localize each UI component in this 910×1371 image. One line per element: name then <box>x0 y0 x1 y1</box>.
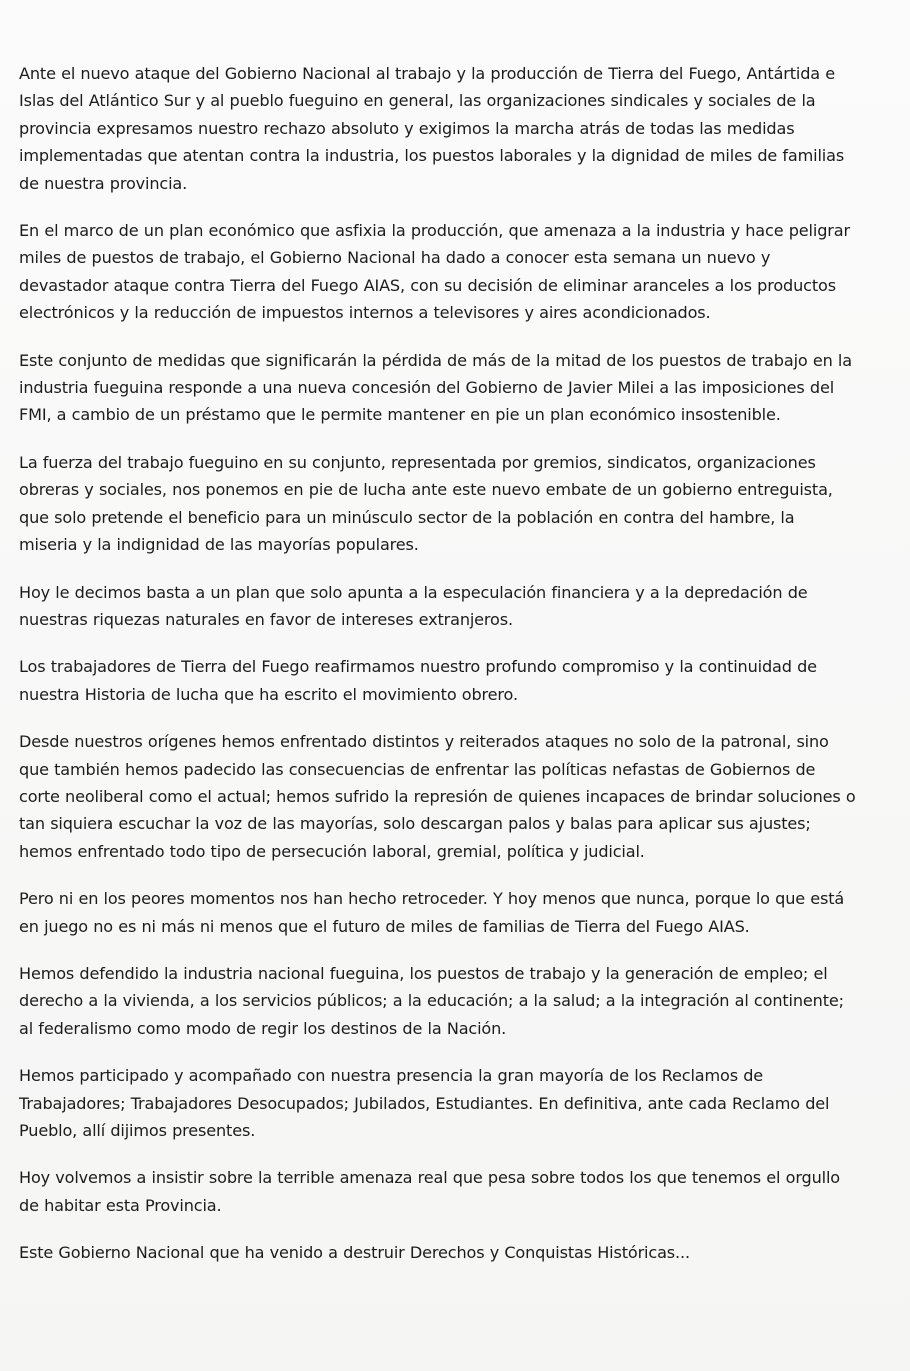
paragraph-8: Pero ni en los peores momentos nos han hecho retroceder. Y hoy menos que nunca, porque lo que está en juego no es ni más ni menos que el futuro de miles de familias de Tierra del Fuego AIAS. <box>19 889 845 936</box>
paragraph-3: Este conjunto de medidas que significarán la pérdida de más de la mitad de los puestos de trabajo en la industria fueguina responde a una nueva concesión del Gobierno de Javier Milei a las imposiciones del FMI, a cambio de un préstamo que le permite mantener en pie un plan económico insostenible. <box>19 350 852 425</box>
paragraph-11: Hoy volvemos a insistir sobre la terrible amenaza real que pesa sobre todos los que tenemos el orgullo de habitar esta Provincia. <box>19 1168 840 1215</box>
paragraph-9: Hemos defendido la industria nacional fueguina, los puestos de trabajo y la generación de empleo; el derecho a la vivienda, a los servicios públicos; a la educación; a la salud; a la integración al continente; al federalismo como modo de regir los destinos de la Nación. <box>19 963 844 1038</box>
paragraph-1: Ante el nuevo ataque del Gobierno Nacional al trabajo y la producción de Tierra del Fuego, Antártida e Islas del Atlántico Sur y al pueblo fueguino en general, las organizaciones sindicales y sociales de la provincia expresamos nuestro rechazo absoluto y exigimos la marcha atrás de todas las medidas implementadas que atentan contra la industria, los puestos laborales y la dignidad de miles de familias de nuestra provincia. <box>19 64 845 193</box>
paragraph-12: Este Gobierno Nacional que ha venido a destruir Derechos y Conquistas Históricas... <box>19 1243 690 1263</box>
paragraph-10: Hemos participado y acompañado con nuestra presencia la gran mayoría de los Reclamos de Trabajadores; Trabajadores Desocupados; Jubilados, Estudiantes. En definitiva, ante cada Reclamo del Pueblo, allí dijimos presentes. <box>19 1066 830 1140</box>
paragraph-4: La fuerza del trabajo fueguino en su conjunto, representada por gremios, sindicatos, organizaciones obreras y sociales, nos ponemos en pie de lucha ante este nuevo embate de un gobierno entreguista, que solo pretende el beneficio para un minúsculo sector de la población en contra del hambre, la miseria y la indignidad de las mayorías populares. <box>19 452 833 555</box>
paragraph-7: Desde nuestros orígenes hemos enfrentado distintos y reiterados ataques no solo de la patronal, sino que también hemos padecido las consecuencias de enfrentar las políticas nefastas de Gobiernos de corte neoliberal como el actual; hemos sufrido la represión de quienes incapaces de brindar soluciones o tan siquiera escuchar la voz de las mayorías, solo descargan palos y balas para aplicar sus ajustes; hemos enfrentado todo tipo de persecución laboral, gremial, política y judicial. <box>19 732 856 861</box>
paragraph-2: En el marco de un plan económico que asfixia la producción, que amenaza a la industria y hace peligrar miles de puestos de trabajo, el Gobierno Nacional ha dado a conocer esta semana un nuevo y devastador ataque contra Tierra del Fuego AIAS, con su decisión de eliminar aranceles a los productos electrónicos y la reducción de impuestos internos a televisores y aires acondicionados. <box>19 221 850 323</box>
paragraph-6: Los trabajadores de Tierra del Fuego reafirmamos nuestro profundo compromiso y la continuidad de nuestra Historia de lucha que ha escrito el movimiento obrero. <box>19 657 817 704</box>
paragraph-5: Hoy le decimos basta a un plan que solo apunta a la especulación financiera y a la depredación de nuestras riquezas naturales en favor de intereses extranjeros. <box>19 582 808 629</box>
